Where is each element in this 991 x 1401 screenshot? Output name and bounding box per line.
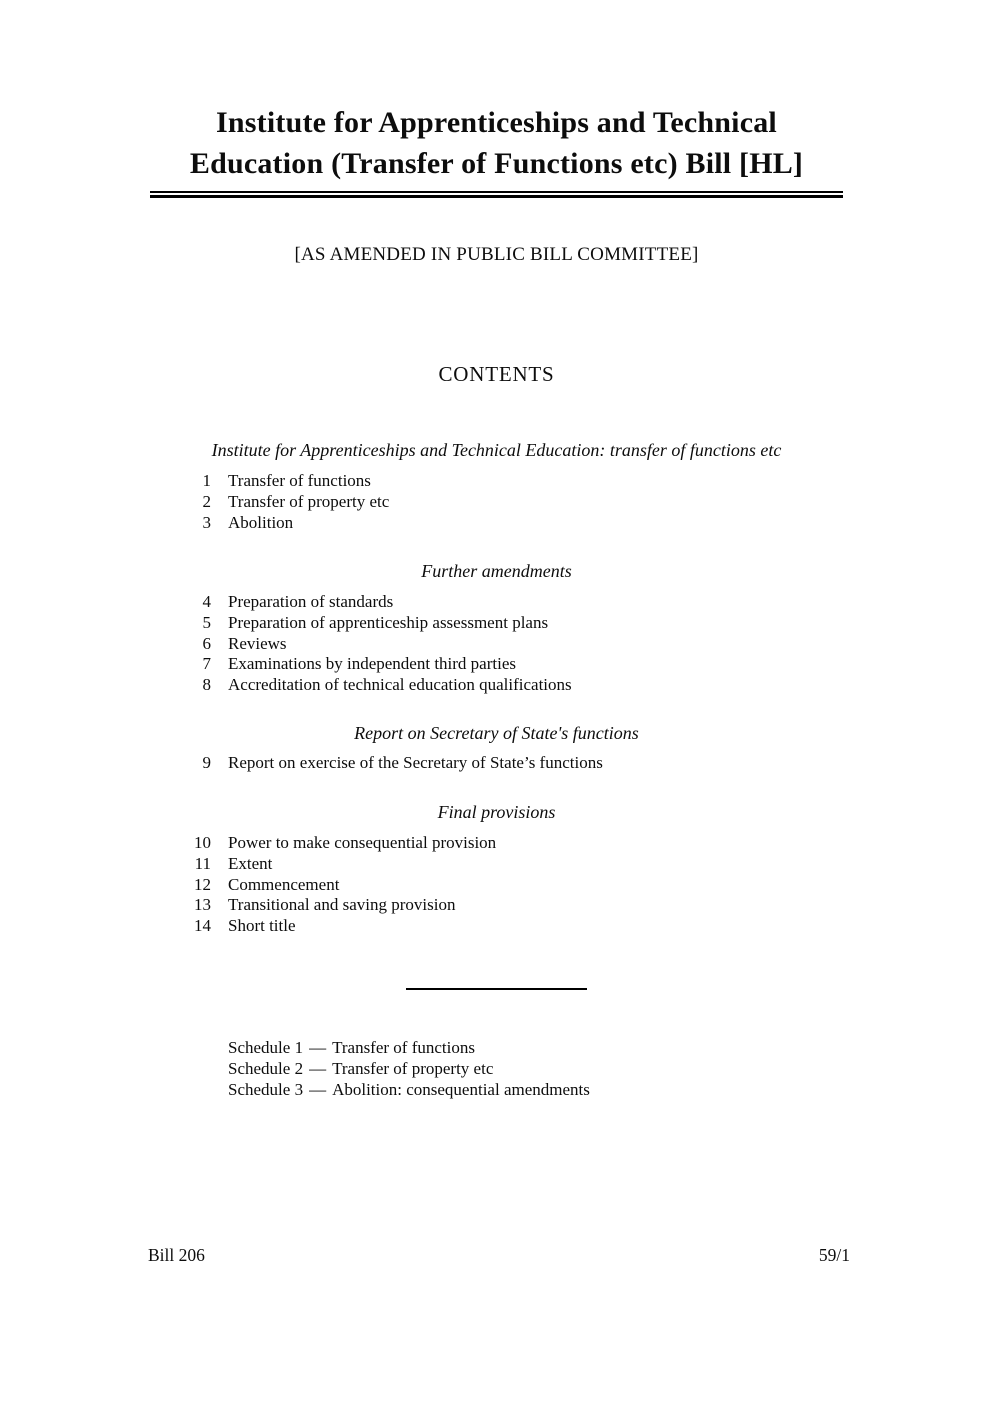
toc-item	[150, 753, 843, 774]
toc-item	[150, 634, 843, 655]
toc-item	[150, 833, 843, 854]
toc-item-title: Commencement	[228, 874, 340, 894]
toc-item-title: Short title	[228, 916, 296, 936]
schedule-label: Schedule 3	[228, 1079, 304, 1099]
schedules-divider-rule	[406, 988, 587, 990]
bill-title-line2: Education (Transfer of Functions etc) Bill [HL]	[189, 147, 804, 180]
schedule-dash: —	[309, 1079, 327, 1099]
toc-item	[150, 613, 843, 634]
schedule-title: Transfer of functions	[332, 1038, 475, 1057]
bill-title	[150, 102, 843, 184]
toc-item	[150, 895, 843, 916]
toc-item-number: 3	[202, 512, 211, 532]
section-heading-further-amendments: Further amendments	[421, 561, 572, 581]
toc-item-number: 6	[202, 633, 211, 653]
toc-item	[150, 675, 843, 696]
toc-item-number: 8	[202, 675, 211, 695]
toc-item-title: Preparation of apprenticeship assessment plans	[228, 612, 549, 632]
section-heading-transfer: Institute for Apprenticeships and Technical Education: transfer of functions etc	[211, 440, 782, 460]
toc-item-number: 10	[194, 833, 211, 852]
toc-item-number: 14	[194, 916, 211, 936]
toc-item	[150, 916, 843, 937]
toc-item-title: Report on exercise of the Secretary of State’s functions	[228, 753, 603, 772]
toc-item-title: Examinations by independent third parties	[228, 654, 516, 674]
toc-item-title: Accreditation of technical education qualifications	[228, 675, 572, 695]
contents-heading: CONTENTS	[438, 362, 555, 386]
toc-item-title: Preparation of standards	[228, 592, 394, 611]
schedule-dash: —	[309, 1058, 327, 1078]
toc-item	[150, 513, 843, 534]
toc-item-title: Transitional and saving provision	[228, 895, 456, 915]
toc-section-transfer	[150, 471, 843, 533]
toc-item-title: Extent	[228, 853, 273, 873]
toc-item-number: 7	[202, 654, 211, 674]
bill-number: Bill 206	[148, 1245, 205, 1265]
toc-item-number: 4	[202, 592, 211, 611]
amendment-stage-note: [AS AMENDED IN PUBLIC BILL COMMITTEE]	[294, 244, 699, 265]
toc-item	[150, 654, 843, 675]
toc-section-further-amendments	[150, 592, 843, 696]
toc-item	[150, 471, 843, 492]
toc-item-number: 2	[202, 491, 211, 511]
page-footer	[148, 1245, 850, 1266]
toc-item-number: 13	[194, 895, 211, 915]
toc-item	[150, 592, 843, 613]
schedule-title: Abolition: consequential amendments	[332, 1079, 590, 1099]
schedule-item	[228, 1080, 590, 1101]
bill-title-line1: Institute for Apprenticeships and Technical	[216, 106, 777, 139]
toc-section-final-provisions	[150, 833, 843, 937]
toc-item-number: 11	[194, 853, 211, 873]
schedule-item	[228, 1038, 590, 1059]
toc-item-title: Transfer of functions	[228, 471, 371, 490]
toc-item-number: 9	[202, 753, 211, 772]
toc-section-report	[150, 753, 843, 774]
schedules-list	[228, 1038, 590, 1100]
toc-item-title: Power to make consequential provision	[228, 833, 497, 852]
section-heading-report: Report on Secretary of State's functions	[354, 723, 639, 743]
schedule-item	[228, 1059, 590, 1080]
toc-item	[150, 854, 843, 875]
toc-item-number: 5	[202, 612, 211, 632]
session-print-number: 59/1	[818, 1245, 850, 1265]
toc-item	[150, 875, 843, 896]
toc-item-title: Transfer of property etc	[228, 491, 390, 511]
toc-item-title: Abolition	[228, 512, 294, 532]
schedule-label: Schedule 2	[228, 1058, 304, 1078]
schedule-dash: —	[309, 1038, 327, 1057]
section-heading-final-provisions: Final provisions	[437, 802, 556, 822]
schedule-label: Schedule 1	[228, 1038, 304, 1057]
toc-item-number: 12	[194, 874, 211, 894]
title-double-rule	[150, 191, 843, 198]
schedule-title: Transfer of property etc	[332, 1058, 494, 1078]
toc-item-number: 1	[202, 471, 211, 490]
toc-item	[150, 492, 843, 513]
toc-item-title: Reviews	[228, 633, 287, 653]
